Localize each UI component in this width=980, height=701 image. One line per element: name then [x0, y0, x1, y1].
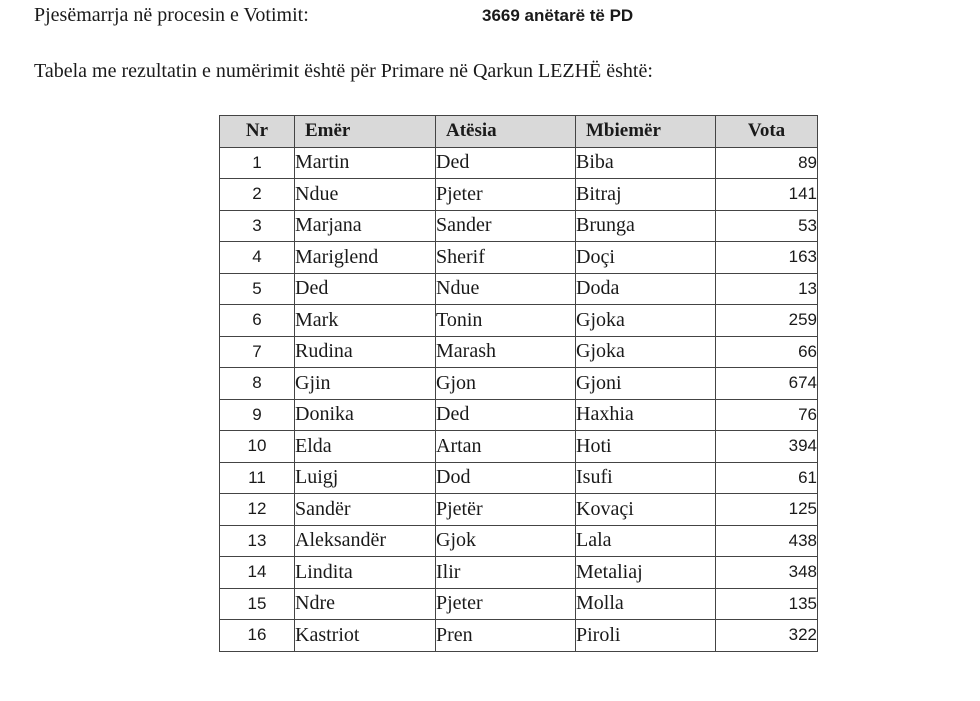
cell-mbiemer: Kovaçi: [576, 494, 716, 526]
table-row: [220, 273, 818, 305]
cell-emer: Marjana: [295, 210, 436, 242]
table-row: [220, 620, 818, 652]
cell-emer: Sandër: [295, 494, 436, 526]
cell-emer: Rudina: [295, 336, 436, 368]
table-row: [220, 242, 818, 274]
header-mbiemer: Mbiemër: [576, 116, 716, 148]
cell-mbiemer: Isufi: [576, 462, 716, 494]
cell-vota: 53: [716, 210, 818, 242]
cell-mbiemer: Gjoka: [576, 336, 716, 368]
cell-atesia: Pjetër: [436, 494, 576, 526]
cell-atesia: Sherif: [436, 242, 576, 274]
cell-nr: 3: [220, 210, 295, 242]
cell-vota: 89: [716, 147, 818, 179]
results-table: [219, 115, 818, 652]
table-intro: Tabela me rezultatin e numërimit është për Primare në Qarkun LEZHË është:: [34, 60, 653, 82]
cell-atesia: Pjeter: [436, 179, 576, 211]
cell-mbiemer: Hoti: [576, 431, 716, 463]
cell-mbiemer: Bitraj: [576, 179, 716, 211]
header-emer: Emër: [295, 116, 436, 148]
cell-vota: 61: [716, 462, 818, 494]
cell-atesia: Gjon: [436, 368, 576, 400]
table-row: [220, 368, 818, 400]
table-row: [220, 179, 818, 211]
table-row: [220, 336, 818, 368]
cell-emer: Elda: [295, 431, 436, 463]
table-row: [220, 305, 818, 337]
cell-emer: Martin: [295, 147, 436, 179]
cell-mbiemer: Doda: [576, 273, 716, 305]
cell-nr: 8: [220, 368, 295, 400]
cell-mbiemer: Brunga: [576, 210, 716, 242]
cell-nr: 7: [220, 336, 295, 368]
table-row: [220, 210, 818, 242]
cell-atesia: Tonin: [436, 305, 576, 337]
cell-vota: 76: [716, 399, 818, 431]
cell-vota: 259: [716, 305, 818, 337]
cell-atesia: Artan: [436, 431, 576, 463]
cell-emer: Ndue: [295, 179, 436, 211]
cell-vota: 13: [716, 273, 818, 305]
cell-nr: 5: [220, 273, 295, 305]
cell-nr: 2: [220, 179, 295, 211]
cell-emer: Donika: [295, 399, 436, 431]
cell-atesia: Ded: [436, 147, 576, 179]
table-row: [220, 462, 818, 494]
cell-mbiemer: Gjoka: [576, 305, 716, 337]
cell-vota: 163: [716, 242, 818, 274]
cell-atesia: Dod: [436, 462, 576, 494]
cell-nr: 9: [220, 399, 295, 431]
table-row: [220, 399, 818, 431]
participation-line: [34, 4, 309, 30]
table-row: [220, 525, 818, 557]
cell-emer: Ded: [295, 273, 436, 305]
table-row: [220, 557, 818, 589]
cell-vota: 135: [716, 588, 818, 620]
participation-value: 3669 anëtarë të PD: [482, 6, 634, 25]
cell-vota: 322: [716, 620, 818, 652]
cell-nr: 10: [220, 431, 295, 463]
cell-nr: 6: [220, 305, 295, 337]
cell-mbiemer: Biba: [576, 147, 716, 179]
cell-atesia: Ded: [436, 399, 576, 431]
table-header-row: [220, 116, 818, 148]
cell-emer: Mariglend: [295, 242, 436, 274]
table-row: [220, 431, 818, 463]
participation-label: Pjesëmarrja në procesin e Votimit:: [34, 4, 309, 26]
table-row: [220, 147, 818, 179]
cell-nr: 12: [220, 494, 295, 526]
header-atesia: Atësia: [436, 116, 576, 148]
cell-nr: 14: [220, 557, 295, 589]
cell-nr: 15: [220, 588, 295, 620]
cell-nr: 4: [220, 242, 295, 274]
cell-atesia: Sander: [436, 210, 576, 242]
cell-atesia: Pjeter: [436, 588, 576, 620]
cell-mbiemer: Haxhia: [576, 399, 716, 431]
cell-vota: 438: [716, 525, 818, 557]
cell-nr: 16: [220, 620, 295, 652]
cell-atesia: Ilir: [436, 557, 576, 589]
cell-emer: Ndre: [295, 588, 436, 620]
cell-vota: 394: [716, 431, 818, 463]
cell-nr: 1: [220, 147, 295, 179]
header-vota: Vota: [716, 116, 818, 148]
cell-mbiemer: Lala: [576, 525, 716, 557]
cell-vota: 674: [716, 368, 818, 400]
cell-vota: 348: [716, 557, 818, 589]
cell-vota: 66: [716, 336, 818, 368]
cell-emer: Mark: [295, 305, 436, 337]
cell-emer: Gjin: [295, 368, 436, 400]
cell-vota: 125: [716, 494, 818, 526]
cell-atesia: Gjok: [436, 525, 576, 557]
cell-emer: Lindita: [295, 557, 436, 589]
table-row: [220, 588, 818, 620]
cell-atesia: Pren: [436, 620, 576, 652]
cell-mbiemer: Doçi: [576, 242, 716, 274]
table-row: [220, 494, 818, 526]
cell-mbiemer: Metaliaj: [576, 557, 716, 589]
header-nr: Nr: [220, 116, 295, 148]
cell-atesia: Ndue: [436, 273, 576, 305]
cell-emer: Luigj: [295, 462, 436, 494]
cell-atesia: Marash: [436, 336, 576, 368]
cell-emer: Kastriot: [295, 620, 436, 652]
cell-vota: 141: [716, 179, 818, 211]
cell-nr: 13: [220, 525, 295, 557]
cell-nr: 11: [220, 462, 295, 494]
cell-emer: Aleksandër: [295, 525, 436, 557]
cell-mbiemer: Gjoni: [576, 368, 716, 400]
cell-mbiemer: Molla: [576, 588, 716, 620]
cell-mbiemer: Piroli: [576, 620, 716, 652]
